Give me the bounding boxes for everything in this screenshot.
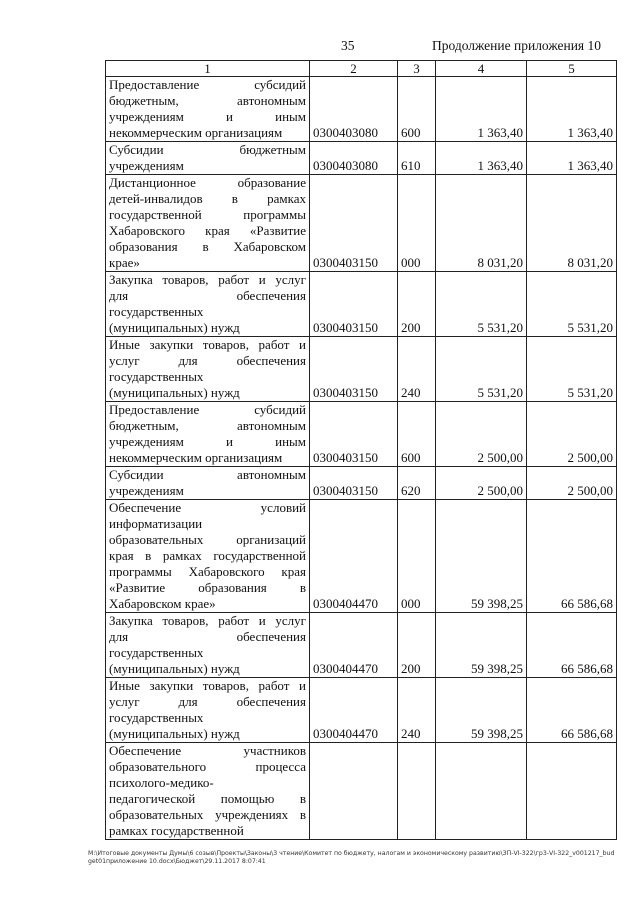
row-name-cell bbox=[106, 77, 310, 142]
row-name-line: для обеспечения bbox=[109, 629, 306, 644]
row-code-cell: 0300403150 bbox=[310, 402, 398, 467]
row-sum1-cell bbox=[436, 743, 527, 840]
row-name-line: «Развитие образования в bbox=[109, 580, 306, 595]
table-row bbox=[106, 272, 617, 337]
column-header: 2 bbox=[310, 61, 398, 77]
row-sum2-cell: 5 531,20 bbox=[527, 272, 617, 337]
row-sum2-cell bbox=[527, 743, 617, 840]
row-name-line: бюджетным, автономным bbox=[109, 418, 306, 433]
row-name-line: (муниципальных) нужд bbox=[109, 661, 240, 676]
row-type-cell bbox=[398, 743, 436, 840]
row-name-line: образовательного процесса bbox=[109, 759, 306, 774]
row-name-line: государственных bbox=[109, 645, 204, 660]
row-sum2-cell: 5 531,20 bbox=[527, 337, 617, 402]
row-name-line: Закупка товаров, работ и услуг bbox=[109, 272, 306, 287]
row-name-line: Хабаровском крае» bbox=[109, 596, 216, 611]
row-name-cell bbox=[106, 142, 310, 175]
row-name-cell bbox=[106, 272, 310, 337]
row-name-line: государственных bbox=[109, 369, 204, 384]
table-row bbox=[106, 500, 617, 613]
row-type-cell: 600 bbox=[398, 77, 436, 142]
table-header-row bbox=[106, 61, 617, 77]
row-name-cell bbox=[106, 613, 310, 678]
continuation-title: Продолжение приложения 10 bbox=[432, 38, 602, 53]
row-name-line: края в рамках государственной bbox=[109, 548, 306, 563]
row-name-line: государственных bbox=[109, 304, 204, 319]
row-sum1-cell: 8 031,20 bbox=[436, 175, 527, 272]
row-name-line: образовательных организаций bbox=[109, 532, 306, 547]
row-name-cell bbox=[106, 500, 310, 613]
row-name-line: государственных bbox=[109, 710, 204, 725]
row-name-line: учреждениям bbox=[109, 158, 184, 173]
row-name-line: Иные закупки товаров, работ и bbox=[109, 678, 306, 693]
row-name-line: рамках государственной bbox=[109, 823, 244, 838]
row-sum1-cell: 59 398,25 bbox=[436, 500, 527, 613]
table-row bbox=[106, 743, 617, 840]
row-name-line: педагогической помощью в bbox=[109, 791, 306, 806]
row-code-cell: 0300403080 bbox=[310, 142, 398, 175]
row-name-line: Иные закупки товаров, работ и bbox=[109, 337, 306, 352]
row-name-line: услуг для обеспечения bbox=[109, 694, 306, 709]
row-name-cell bbox=[106, 337, 310, 402]
row-name-cell bbox=[106, 467, 310, 500]
row-type-cell: 610 bbox=[398, 142, 436, 175]
row-sum2-cell: 2 500,00 bbox=[527, 467, 617, 500]
row-sum1-cell: 59 398,25 bbox=[436, 678, 527, 743]
row-name-line: Хабаровского края «Развитие bbox=[109, 223, 306, 238]
row-code-cell: 0300404470 bbox=[310, 613, 398, 678]
row-code-cell: 0300403150 bbox=[310, 175, 398, 272]
row-name-line: услуг для обеспечения bbox=[109, 353, 306, 368]
row-code-cell: 0300403150 bbox=[310, 337, 398, 402]
table-row bbox=[106, 142, 617, 175]
row-type-cell: 240 bbox=[398, 337, 436, 402]
row-sum1-cell: 5 531,20 bbox=[436, 337, 527, 402]
row-name-line: (муниципальных) нужд bbox=[109, 385, 240, 400]
page-number: 35 bbox=[341, 38, 355, 53]
row-name-line: Предоставление субсидий bbox=[109, 77, 306, 92]
row-type-cell: 620 bbox=[398, 467, 436, 500]
row-name-line: некоммерческим организациям bbox=[109, 450, 283, 465]
row-sum2-cell: 66 586,68 bbox=[527, 613, 617, 678]
row-name-line: крае» bbox=[109, 255, 140, 270]
row-sum2-cell: 66 586,68 bbox=[527, 500, 617, 613]
table-row bbox=[106, 678, 617, 743]
row-name-line: информатизации bbox=[109, 516, 203, 531]
column-header: 5 bbox=[527, 61, 617, 77]
row-code-cell: 0300403150 bbox=[310, 272, 398, 337]
table-row bbox=[106, 175, 617, 272]
row-sum1-cell: 2 500,00 bbox=[436, 467, 527, 500]
row-name-cell bbox=[106, 678, 310, 743]
row-sum2-cell: 1 363,40 bbox=[527, 142, 617, 175]
row-code-cell: 0300403080 bbox=[310, 77, 398, 142]
row-sum2-cell: 66 586,68 bbox=[527, 678, 617, 743]
row-name-line: государственной программы bbox=[109, 207, 306, 222]
row-name-line: Обеспечение условий bbox=[109, 500, 306, 515]
row-name-line: психолого-медико- bbox=[109, 775, 214, 790]
table-row bbox=[106, 402, 617, 467]
row-code-cell bbox=[310, 743, 398, 840]
row-code-cell: 0300404470 bbox=[310, 678, 398, 743]
file-path-footer: М:\Итоговые документы Думы\6 созыв\Проекты\Законы\3 чтение\Комитет по бюджету, налогам и экономическому развитию\ЗП-VI-322\гр3-VI-322_v001217_budget01приложение 10.docx\Бюджет\29.11.2017 8:07:41 bbox=[88, 850, 615, 865]
row-name-line: Субсидии автономным bbox=[109, 467, 306, 482]
row-sum1-cell: 5 531,20 bbox=[436, 272, 527, 337]
row-name-line: детей-инвалидов в рамках bbox=[109, 191, 306, 206]
row-name-line: Предоставление субсидий bbox=[109, 402, 306, 417]
row-type-cell: 000 bbox=[398, 175, 436, 272]
column-header: 1 bbox=[106, 61, 310, 77]
column-header: 3 bbox=[398, 61, 436, 77]
row-sum1-cell: 1 363,40 bbox=[436, 142, 527, 175]
row-sum1-cell: 59 398,25 bbox=[436, 613, 527, 678]
budget-table bbox=[105, 60, 617, 840]
row-type-cell: 000 bbox=[398, 500, 436, 613]
row-name-line: образования в Хабаровском bbox=[109, 239, 306, 254]
row-sum1-cell: 2 500,00 bbox=[436, 402, 527, 467]
row-name-cell bbox=[106, 743, 310, 840]
row-name-line: программы Хабаровского края bbox=[109, 564, 306, 579]
row-name-line: учреждениям и иным bbox=[109, 109, 306, 124]
row-sum2-cell: 8 031,20 bbox=[527, 175, 617, 272]
row-name-line: Дистанционное образование bbox=[109, 175, 306, 190]
row-type-cell: 200 bbox=[398, 613, 436, 678]
row-name-line: (муниципальных) нужд bbox=[109, 320, 240, 335]
row-sum1-cell: 1 363,40 bbox=[436, 77, 527, 142]
row-name-cell bbox=[106, 175, 310, 272]
row-name-line: Обеспечение участников bbox=[109, 743, 306, 758]
table-row bbox=[106, 467, 617, 500]
row-name-line: (муниципальных) нужд bbox=[109, 726, 240, 741]
row-sum2-cell: 2 500,00 bbox=[527, 402, 617, 467]
table-row bbox=[106, 613, 617, 678]
row-code-cell: 0300403150 bbox=[310, 467, 398, 500]
row-sum2-cell: 1 363,40 bbox=[527, 77, 617, 142]
row-code-cell: 0300404470 bbox=[310, 500, 398, 613]
row-name-line: бюджетным, автономным bbox=[109, 93, 306, 108]
row-name-line: некоммерческим организациям bbox=[109, 125, 283, 140]
row-type-cell: 200 bbox=[398, 272, 436, 337]
row-type-cell: 600 bbox=[398, 402, 436, 467]
table-row bbox=[106, 337, 617, 402]
row-name-line: учреждениям и иным bbox=[109, 434, 306, 449]
column-header: 4 bbox=[436, 61, 527, 77]
row-name-line: для обеспечения bbox=[109, 288, 306, 303]
row-name-line: Субсидии бюджетным bbox=[109, 142, 306, 157]
row-name-line: образовательных учреждениях в bbox=[109, 807, 306, 822]
row-type-cell: 240 bbox=[398, 678, 436, 743]
row-name-cell bbox=[106, 402, 310, 467]
table-row bbox=[106, 77, 617, 142]
row-name-line: Закупка товаров, работ и услуг bbox=[109, 613, 306, 628]
row-name-line: учреждениям bbox=[109, 483, 184, 498]
